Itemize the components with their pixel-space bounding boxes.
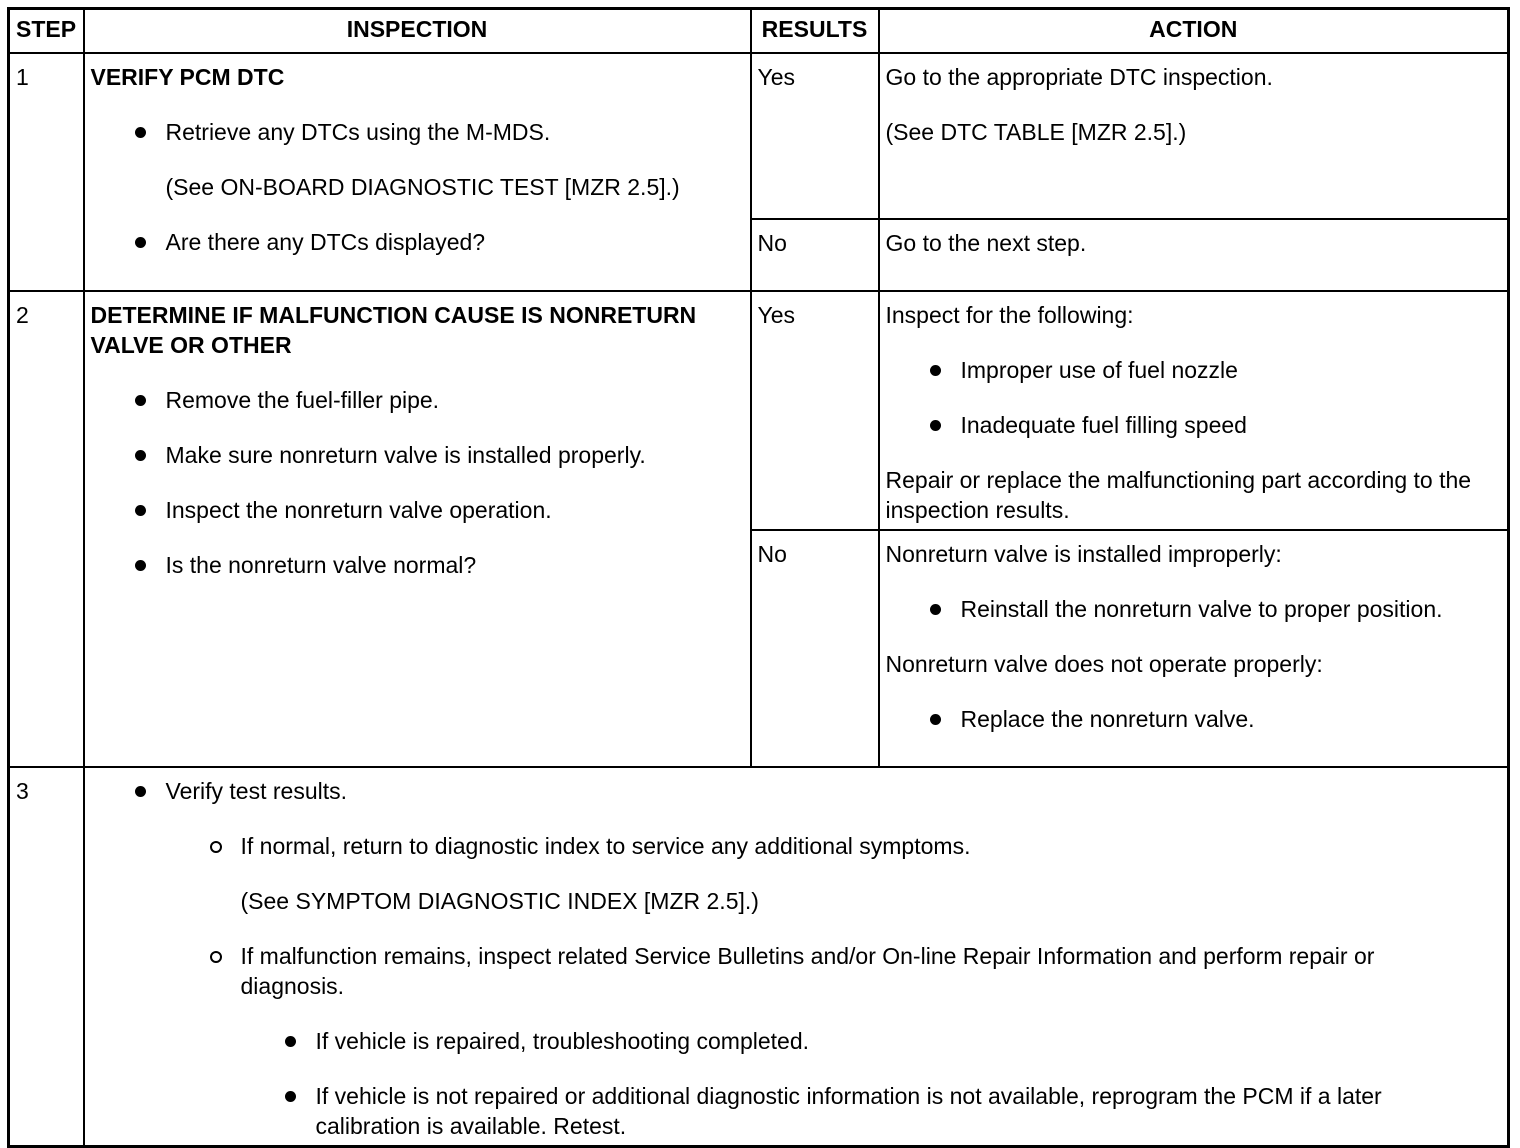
step1-bullet2: Are there any DTCs displayed? [166,227,744,257]
step1-bullet1-text: Retrieve any DTCs using the M-MDS. [165,119,551,145]
step2-no-item2: Replace the nonreturn valve. [961,704,1502,734]
step2-number: 2 [9,291,84,767]
header-results: RESULTS [751,9,879,54]
step3-sub2 [241,941,1502,1001]
step2-bullets [91,385,744,580]
step2-no-action [879,530,1509,767]
step3-content [84,767,1509,1147]
header-step: STEP [9,9,84,54]
step2-inspection [84,291,751,767]
step3-subsub1: If vehicle is repaired, troubleshooting completed. [316,1026,1502,1056]
step2-yes-intro: Inspect for the following: [885,302,1134,328]
step2-no-intro2: Nonreturn valve does not operate properly: [885,651,1323,677]
step1-no-label: No [751,219,879,291]
step2-no-list2 [886,704,1502,734]
step1-yes-label: Yes [751,53,879,219]
step1-bullets [91,117,744,257]
step1-yes-ref: (See DTC TABLE [MZR 2.5].) [885,119,1187,145]
step1-title: VERIFY PCM DTC [90,64,285,90]
step3-number: 3 [9,767,84,1147]
step2-yes-row [9,291,1509,530]
step2-yes-item1: Improper use of fuel nozzle [961,355,1502,385]
step2-bullet1: Remove the fuel-filler pipe. [166,385,744,415]
step2-yes-outro: Repair or replace the malfunctioning part according to the inspection results. [885,467,1472,523]
step2-no-item1: Reinstall the nonreturn valve to proper position. [961,594,1502,624]
step2-yes-item2: Inadequate fuel filling speed [961,410,1502,440]
step2-no-label: No [751,530,879,767]
step1-bullet1 [166,117,744,202]
step3-sub2-text: If malfunction remains, inspect related Service Bulletins and/or On-line Repair Information and perform repair or diagnosis. [240,943,1375,999]
step2-no-intro1: Nonreturn valve is installed improperly: [885,541,1282,567]
step3-sub1-text: If normal, return to diagnostic index to service any additional symptoms. [240,833,971,859]
step1-bullet1-ref: (See ON-BOARD DIAGNOSTIC TEST [MZR 2.5].) [165,174,680,200]
step2-yes-action [879,291,1509,530]
step2-bullet2: Make sure nonreturn valve is installed properly. [166,440,744,470]
step2-yes-label: Yes [751,291,879,530]
step2-no-list1 [886,594,1502,624]
step2-bullet3: Inspect the nonreturn valve operation. [166,495,744,525]
step3-row [9,767,1509,1147]
diagnostic-table [7,7,1510,1148]
step2-yes-list [886,355,1502,440]
step1-no-action: Go to the next step. [879,219,1509,291]
step2-bullet4: Is the nonreturn valve normal? [166,550,744,580]
step3-bullet1-text: Verify test results. [165,778,348,804]
step3-sublist [91,831,1502,1001]
step3-subsub2: If vehicle is not repaired or additional diagnostic information is not available, reprogram the PCM if a later calibration is available. Retest. [316,1081,1502,1141]
header-row [9,9,1509,54]
step3-sub1 [241,831,1502,916]
step3-bullet1 [91,776,1502,806]
step1-yes-row [9,53,1509,219]
bullet-dot-icon [135,786,146,797]
step1-inspection [84,53,751,291]
step3-sub1-ref: (See SYMPTOM DIAGNOSTIC INDEX [MZR 2.5].) [240,888,759,914]
step3-subsublist [91,1026,1502,1141]
step1-number: 1 [9,53,84,291]
header-inspection: INSPECTION [84,9,751,54]
step1-yes-action [879,53,1509,219]
step1-yes-text: Go to the appropriate DTC inspection. [885,64,1273,90]
header-action: ACTION [879,9,1509,54]
step2-title: DETERMINE IF MALFUNCTION CAUSE IS NONRETURN VALVE OR OTHER [90,302,697,358]
